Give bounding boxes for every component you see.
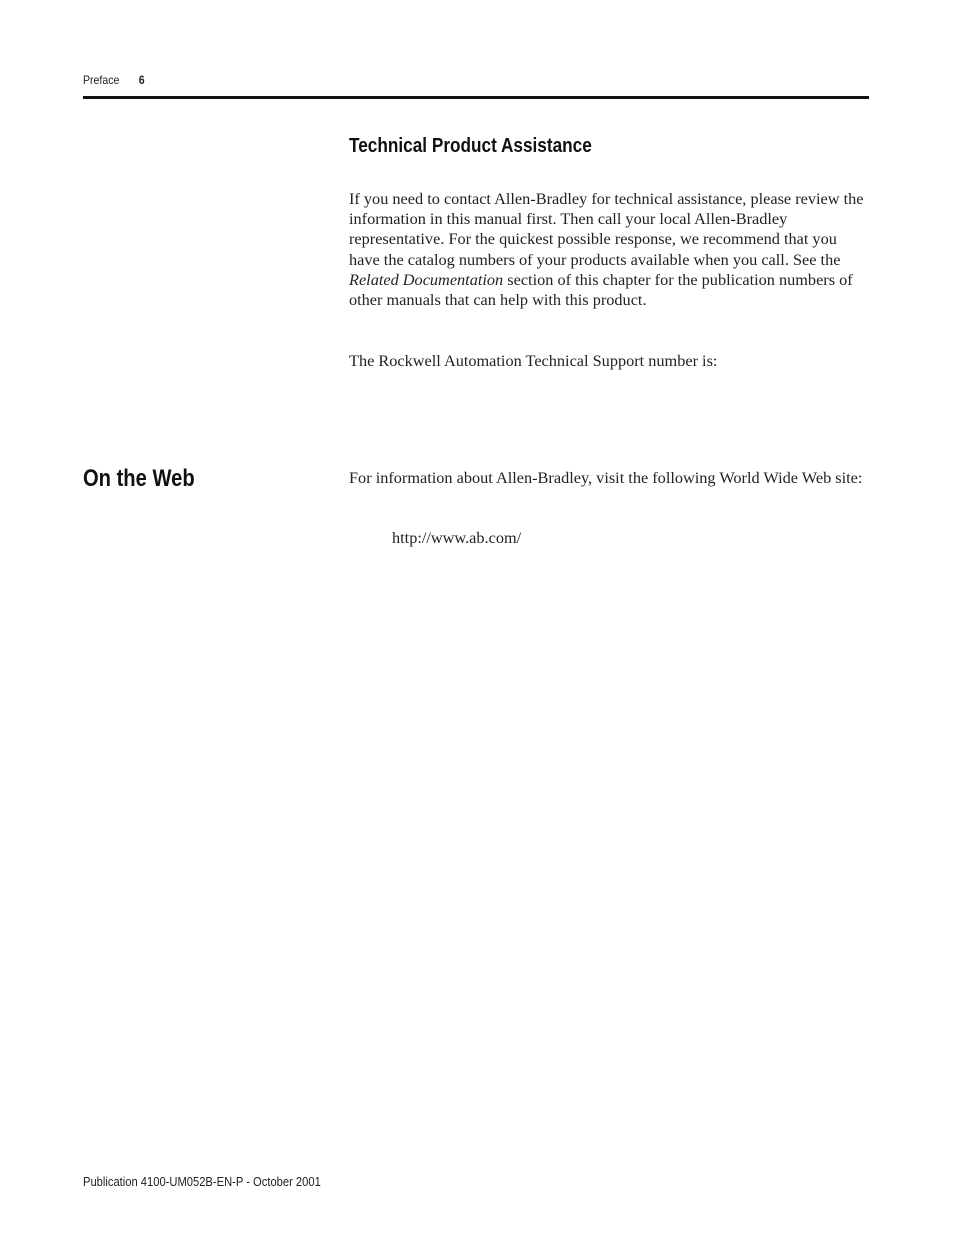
publication-footer: Publication 4100-UM052B-EN-P - October 2001 (83, 1174, 321, 1189)
on-the-web-heading: On the Web (83, 465, 195, 492)
related-documentation-reference: Related Documentation (349, 269, 504, 289)
header-rule (83, 96, 869, 99)
on-the-web-paragraph: For information about Allen-Bradley, visit the following World Wide Web site: (349, 468, 863, 487)
paragraph-text-before: If you need to contact Allen-Bradley for technical assistance, please review the information in this manual first. Then call your local Allen-Bradley representative. For the quickest possible response, we recommend that you have the catalog numbers of your products available when you call. See the (349, 189, 864, 269)
header-section-label: Preface (83, 73, 120, 87)
support-number-paragraph: The Rockwell Automation Technical Support number is: (349, 351, 718, 370)
technical-assistance-heading: Technical Product Assistance (349, 135, 592, 157)
page-header (83, 73, 145, 87)
website-url: http://www.ab.com/ (392, 528, 522, 547)
paragraph-text-after: section of this chapter for the publication numbers of other manuals that can help with this product. (349, 269, 853, 310)
technical-assistance-paragraph (349, 189, 869, 310)
page-number: 6 (138, 73, 145, 87)
